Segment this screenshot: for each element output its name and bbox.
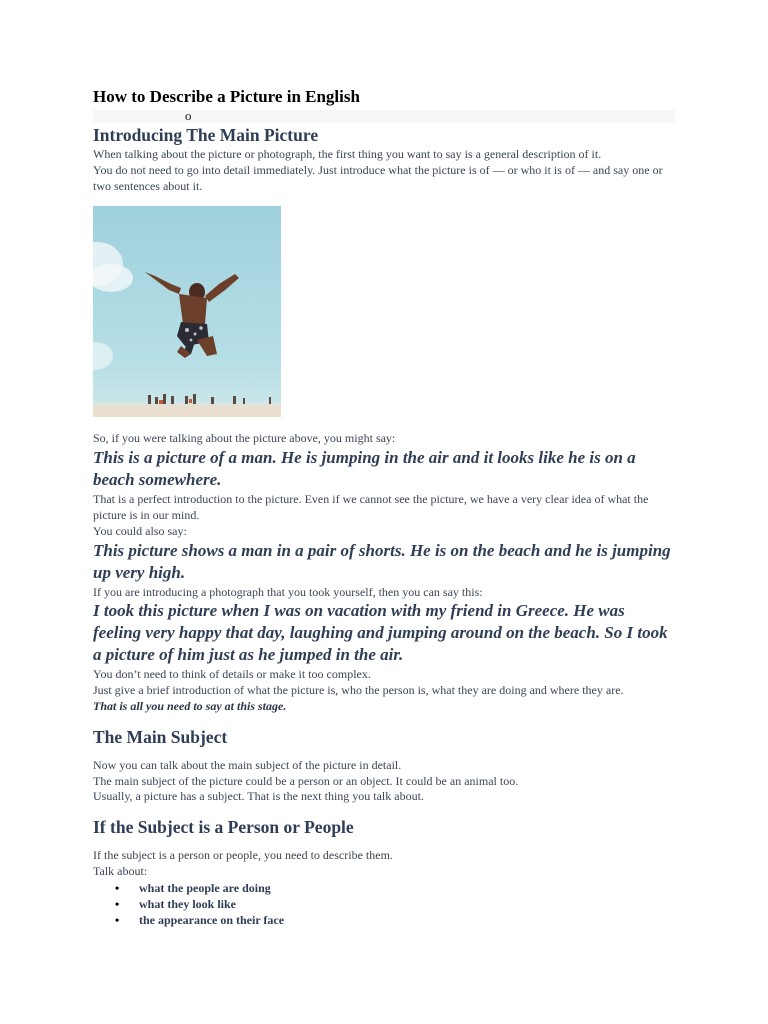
heading-introducing-main-picture: Introducing The Main Picture <box>93 125 319 145</box>
document-body <box>93 124 675 928</box>
intro-paragraph-2: You do not need to go into detail immediately. Just introduce what the picture is of — or who it is of — and say one or two sentences about it. <box>93 162 663 193</box>
highlight-bar <box>93 110 675 123</box>
example-quote-1: This is a picture of a man. He is jumping in the air and it looks like he is on a beach somewhere. <box>93 448 636 490</box>
after-image-text: So, if you were talking about the picture above, you might say: <box>93 431 396 446</box>
beach-jump-photo <box>93 206 281 417</box>
list-item: • what the people are doing <box>139 880 675 896</box>
example-quote-3: I took this picture when I was on vacation with my friend in Greece. He was feeling very happy that day, laughing and jumping around on the beach. So I took a picture of him just as he jumped in the air. <box>93 601 668 665</box>
subject-paragraph-2: The main subject of the picture could be a person or an object. It could be an animal too. <box>93 773 519 788</box>
sand <box>93 404 281 417</box>
intro-paragraph-5: If you are introducing a photograph that you took yourself, then you can say this: <box>93 584 483 599</box>
intro-paragraph-3: That is a perfect introduction to the picture. Even if we cannot see the picture, we have a very clear idea of what the picture is in our mind. <box>93 492 649 522</box>
intro-paragraph-4: You could also say: <box>93 523 187 538</box>
intro-paragraph-7: Just give a brief introduction of what the picture is, who the person is, what they are doing and where they are. <box>93 683 624 698</box>
list-item: • the appearance on their face <box>139 912 675 928</box>
heading-subject-person: If the Subject is a Person or People <box>93 817 354 838</box>
talk-about-list <box>93 880 675 928</box>
list-item: • what they look like <box>139 896 675 912</box>
person-paragraph-2: Talk about: <box>93 863 148 878</box>
heading-main-subject: The Main Subject <box>93 726 228 747</box>
stray-marker: o <box>185 108 192 123</box>
intro-emphasis: That is all you need to say at this stage. <box>93 698 287 713</box>
intro-paragraph-6: You don’t need to think of details or make it too complex. <box>93 667 371 682</box>
subject-paragraph-1: Now you can talk about the main subject of the picture in detail. <box>93 757 402 772</box>
example-quote-2: This picture shows a man in a pair of shorts. He is on the beach and he is jumping up very high. <box>93 540 671 582</box>
document-title: How to Describe a Picture in English <box>93 87 360 106</box>
subject-paragraph-3: Usually, a picture has a subject. That is the next thing you talk about. <box>93 789 424 804</box>
intro-paragraph-1: When talking about the picture or photograph, the first thing you want to say is a general description of it. <box>93 147 602 161</box>
person-paragraph-1: If the subject is a person or people, you need to describe them. <box>93 848 393 863</box>
